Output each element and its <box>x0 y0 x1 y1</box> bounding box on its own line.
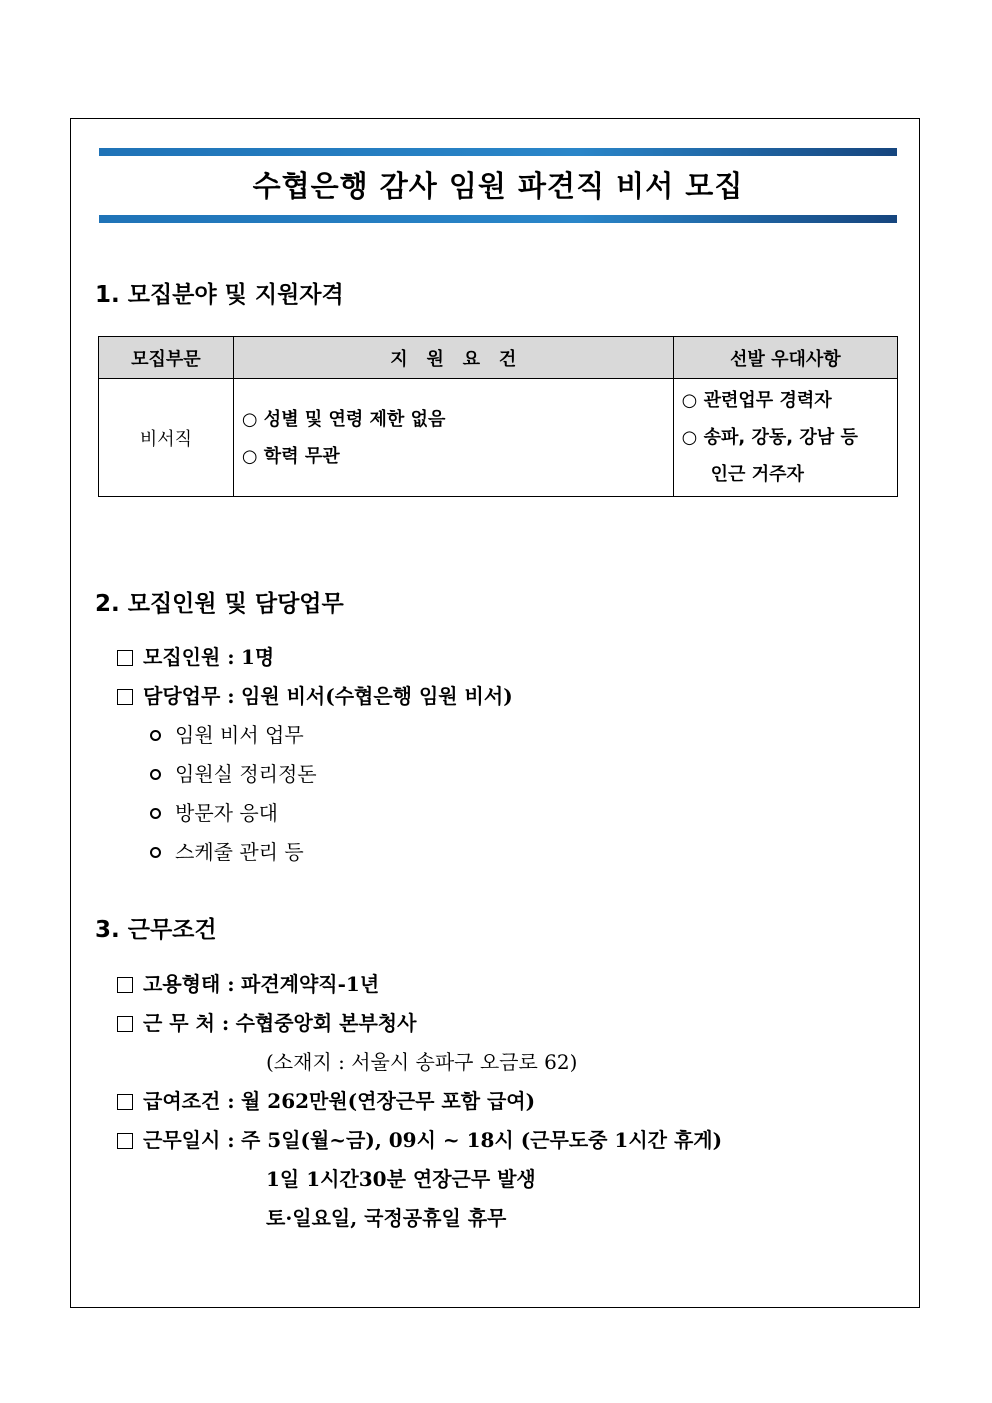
workplace-value: 수협중앙회 본부청사 <box>235 1011 417 1035</box>
list-item <box>150 836 304 865</box>
checkbox-icon <box>117 977 133 993</box>
circle-bullet-icon <box>150 808 161 819</box>
duty-item: 임원 비서 업무 <box>175 723 304 747</box>
table-row <box>99 379 898 497</box>
table-header-row <box>99 337 898 379</box>
duty-row <box>117 680 513 709</box>
salary-label: 급여조건 : <box>143 1089 235 1113</box>
checkbox-icon <box>117 1094 133 1110</box>
workplace-detail: (소재지 : 서울시 송파구 오금로 62) <box>266 1050 578 1074</box>
schedule-line2: 1일 1시간30분 연장근무 발생 <box>266 1167 536 1191</box>
section2-heading: 2. 모집인원 및 담당업무 <box>95 591 344 617</box>
header-category: 모집부문 <box>99 337 234 379</box>
checkbox-icon <box>117 1016 133 1032</box>
page-title: 수협은행 감사 임원 파견직 비서 모집 <box>252 169 744 203</box>
section3-heading: 3. 근무조건 <box>95 917 217 943</box>
workplace-row <box>117 1007 416 1036</box>
circle-bullet-icon <box>150 730 161 741</box>
checkbox-icon <box>117 650 133 666</box>
header-requirements: 지 원 요 건 <box>233 337 673 379</box>
title-top-bar <box>99 148 897 156</box>
requirement-item: ○ 성별 및 연령 제한 없음 <box>241 408 446 430</box>
duty-item: 스케줄 관리 등 <box>175 840 304 864</box>
list-item <box>150 758 317 787</box>
salary-row <box>117 1085 535 1114</box>
list-item <box>150 719 304 748</box>
recruit-count-label: 모집인원 : <box>143 645 235 669</box>
requirement-item: ○ 학력 무관 <box>241 445 340 467</box>
requirements-cell <box>233 379 673 497</box>
preferences-cell <box>673 379 897 497</box>
checkbox-icon <box>117 689 133 705</box>
section1-heading: 1. 모집분야 및 지원자격 <box>95 282 344 308</box>
title-bottom-bar <box>99 215 897 223</box>
recruit-count-value: 1명 <box>241 645 275 669</box>
salary-value: 월 262만원(연장근무 포함 급여) <box>241 1089 536 1113</box>
preference-item: ○ 송파, 강동, 강남 등 <box>681 427 858 448</box>
schedule-value: 주 5일(월~금), 09시 ~ 18시 (근무도중 1시간 휴게) <box>241 1128 723 1152</box>
circle-bullet-icon <box>150 769 161 780</box>
circle-bullet-icon <box>150 847 161 858</box>
schedule-line3: 토·일요일, 국정공휴일 휴무 <box>266 1206 507 1230</box>
recruit-count-row <box>117 641 274 670</box>
preference-item: ○ 관련업무 경력자 <box>681 390 832 411</box>
duty-value: 임원 비서(수협은행 임원 비서) <box>241 684 513 708</box>
employment-label: 고용형태 : <box>143 972 235 996</box>
schedule-label: 근무일시 : <box>143 1128 235 1152</box>
checkbox-icon <box>117 1133 133 1149</box>
duty-label: 담당업무 : <box>143 684 235 708</box>
schedule-row <box>117 1124 722 1153</box>
employment-value: 파견계약직-1년 <box>241 972 380 996</box>
list-item <box>150 797 278 826</box>
workplace-label: 근 무 처 : <box>143 1011 230 1035</box>
duty-item: 임원실 정리정돈 <box>175 762 317 786</box>
requirements-table <box>98 336 898 497</box>
duty-item: 방문자 응대 <box>175 801 278 825</box>
category-cell: 비서직 <box>99 379 234 497</box>
header-preferences: 선발 우대사항 <box>673 337 897 379</box>
employment-row <box>117 968 379 997</box>
preference-item: 인근 거주자 <box>710 464 804 485</box>
